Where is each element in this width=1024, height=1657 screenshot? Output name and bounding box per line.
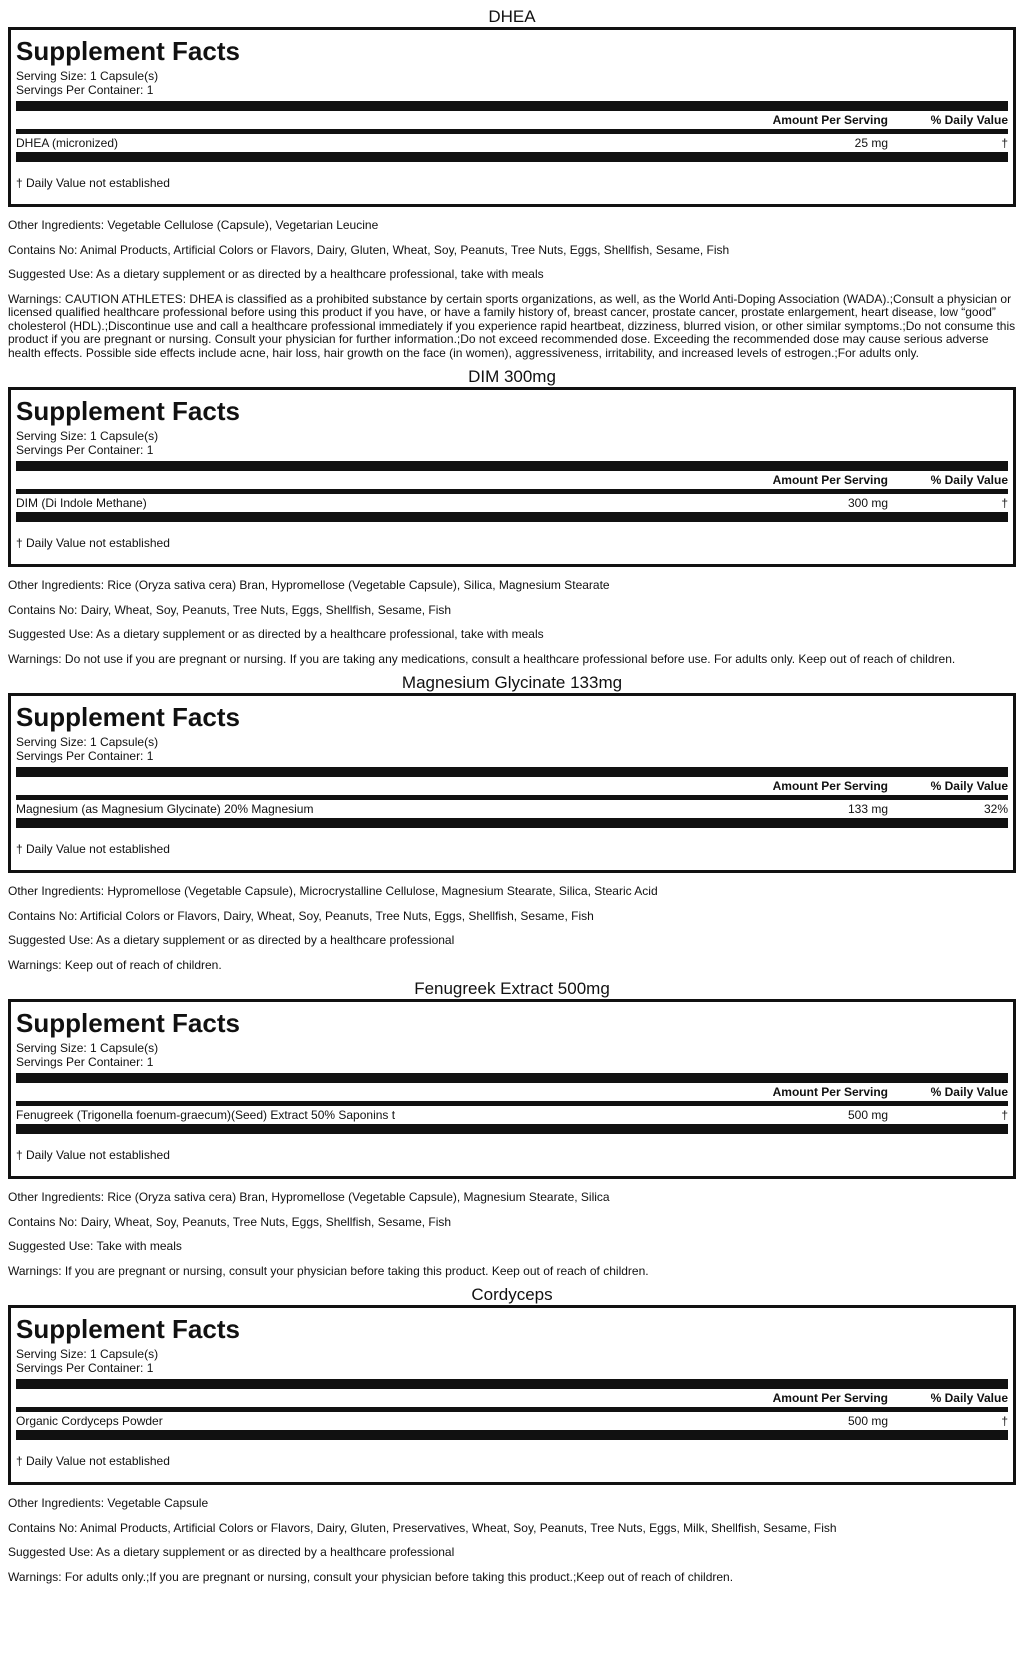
serving-size: Serving Size: 1 Capsule(s) — [16, 69, 159, 83]
suggested-use: Suggested Use: As a dietary supplement or as directed by a healthcare professional, take with meals — [8, 627, 544, 641]
column-header-row — [16, 1389, 1008, 1407]
ingredient-name: DHEA (micronized) — [16, 136, 119, 150]
product-info — [8, 873, 1016, 972]
serving-size: Serving Size: 1 Capsule(s) — [16, 735, 159, 749]
warnings: Warnings: If you are pregnant or nursing, consult your physician before taking this product. Keep out of reach of children. — [8, 1263, 649, 1278]
suggested-use: Suggested Use: As a dietary supplement or as directed by a healthcare professional, take with meals — [8, 267, 544, 281]
daily-value-header: % Daily Value — [930, 1085, 1008, 1099]
suggested-use: Suggested Use: Take with meals — [8, 1239, 182, 1253]
daily-value-header: % Daily Value — [930, 473, 1008, 487]
amount-per-serving-header: Amount Per Serving — [772, 113, 888, 127]
ingredient-row — [16, 800, 1008, 818]
facts-heading: Supplement Facts — [16, 36, 240, 66]
contains-no: Contains No: Dairy, Wheat, Soy, Peanuts, Tree Nuts, Eggs, Shellfish, Sesame, Fish — [8, 602, 452, 617]
supplement-facts-panel — [8, 693, 1016, 873]
product-section — [8, 0, 1016, 360]
ingredient-name: Fenugreek (Trigonella foenum-graecum)(Seed) Extract 50% Saponins t — [16, 1108, 396, 1122]
ingredient-daily-value: † — [1001, 1414, 1008, 1428]
divider-thick — [16, 767, 1008, 777]
ingredient-name: DIM (Di Indole Methane) — [16, 496, 147, 510]
supplement-facts-panel — [8, 387, 1016, 567]
supplement-facts-panel — [8, 27, 1016, 207]
ingredient-row — [16, 1106, 1008, 1124]
suggested-use: Suggested Use: As a dietary supplement or as directed by a healthcare professional — [8, 1545, 455, 1559]
other-ingredients: Other Ingredients: Rice (Oryza sativa cera) Bran, Hypromellose (Vegetable Capsule), Magnesium Stearate, Silica — [8, 1190, 610, 1204]
product-section — [8, 972, 1016, 1278]
suggested-use: Suggested Use: As a dietary supplement or as directed by a healthcare professional — [8, 933, 455, 947]
product-title: DIM 300mg — [468, 367, 556, 386]
footnote: † Daily Value not established — [16, 1454, 170, 1468]
ingredient-daily-value: † — [1001, 136, 1008, 150]
serving-size: Serving Size: 1 Capsule(s) — [16, 1347, 159, 1361]
warnings: Warnings: Do not use if you are pregnant or nursing. If you are taking any medications, consult a healthcare professional before use. For adults only. Keep out of reach of children. — [8, 651, 956, 666]
servings-per-container: Servings Per Container: 1 — [16, 1055, 154, 1069]
ingredient-row — [16, 494, 1008, 512]
column-header-row — [16, 1083, 1008, 1101]
ingredient-daily-value: † — [1001, 1108, 1008, 1122]
ingredient-amount: 500 mg — [847, 1414, 888, 1428]
warnings: Warnings: Keep out of reach of children. — [8, 957, 222, 972]
product-info — [8, 207, 1016, 360]
serving-size: Serving Size: 1 Capsule(s) — [16, 1041, 159, 1055]
other-ingredients: Other Ingredients: Rice (Oryza sativa cera) Bran, Hypromellose (Vegetable Capsule), Silica, Magnesium Stearate — [8, 578, 610, 592]
ingredient-amount: 133 mg — [847, 802, 888, 816]
divider-thick — [16, 512, 1008, 522]
product-info — [8, 567, 1016, 666]
servings-per-container: Servings Per Container: 1 — [16, 83, 154, 97]
column-header-row — [16, 777, 1008, 795]
product-section — [8, 1278, 1016, 1584]
contains-no: Contains No: Dairy, Wheat, Soy, Peanuts, Tree Nuts, Eggs, Shellfish, Sesame, Fish — [8, 1214, 452, 1229]
footnote: † Daily Value not established — [16, 536, 170, 550]
product-title: Magnesium Glycinate 133mg — [401, 673, 623, 692]
contains-no: Contains No: Artificial Colors or Flavors, Dairy, Wheat, Soy, Peanuts, Tree Nuts, Eggs, Shellfish, Sesame, Fish — [8, 908, 594, 923]
ingredient-name: Organic Cordyceps Powder — [16, 1414, 163, 1428]
supplement-facts-panel — [8, 1305, 1016, 1485]
footnote: † Daily Value not established — [16, 176, 170, 190]
daily-value-header: % Daily Value — [930, 1391, 1008, 1405]
contains-no: Contains No: Animal Products, Artificial Colors or Flavors, Dairy, Gluten, Wheat, Soy, Peanuts, Tree Nuts, Eggs, Shellfish, Sesame, Fish — [8, 242, 730, 257]
servings-per-container: Servings Per Container: 1 — [16, 1361, 154, 1375]
supplement-facts-panel — [8, 999, 1016, 1179]
daily-value-header: % Daily Value — [930, 779, 1008, 793]
other-ingredients: Other Ingredients: Hypromellose (Vegetable Capsule), Microcrystalline Cellulose, Magnesium Stearate, Silica, Stearic Acid — [8, 884, 658, 898]
product-title: DHEA — [488, 7, 536, 26]
footnote: † Daily Value not established — [16, 1148, 170, 1162]
product-section — [8, 666, 1016, 972]
divider-thick — [16, 101, 1008, 111]
footnote: † Daily Value not established — [16, 842, 170, 856]
divider-thick — [16, 1379, 1008, 1389]
ingredient-amount: 500 mg — [847, 1108, 888, 1122]
product-section — [8, 360, 1016, 666]
amount-per-serving-header: Amount Per Serving — [772, 1391, 888, 1405]
amount-per-serving-header: Amount Per Serving — [772, 1085, 888, 1099]
divider-thick — [16, 461, 1008, 471]
divider-thick — [16, 152, 1008, 162]
servings-per-container: Servings Per Container: 1 — [16, 749, 154, 763]
facts-heading: Supplement Facts — [16, 702, 240, 732]
column-header-row — [16, 111, 1008, 129]
product-info — [8, 1485, 1016, 1584]
divider-thick — [16, 1124, 1008, 1134]
contains-no: Contains No: Animal Products, Artificial Colors or Flavors, Dairy, Gluten, Preservatives, Wheat, Soy, Peanuts, Tree Nuts, Eggs, Milk, Shellfish, Sesame, Fish — [8, 1520, 837, 1535]
product-info — [8, 1179, 1016, 1278]
ingredient-row — [16, 1412, 1008, 1430]
ingredient-amount: 300 mg — [847, 496, 888, 510]
ingredient-amount: 25 mg — [854, 136, 888, 150]
facts-heading: Supplement Facts — [16, 396, 240, 426]
facts-heading: Supplement Facts — [16, 1314, 240, 1344]
divider-thick — [16, 1430, 1008, 1440]
serving-size: Serving Size: 1 Capsule(s) — [16, 429, 159, 443]
facts-heading: Supplement Facts — [16, 1008, 240, 1038]
other-ingredients: Other Ingredients: Vegetable Capsule — [8, 1496, 209, 1510]
divider-thick — [16, 1073, 1008, 1083]
ingredient-name: Magnesium (as Magnesium Glycinate) 20% Magnesium — [16, 802, 314, 816]
divider-thick — [16, 818, 1008, 828]
servings-per-container: Servings Per Container: 1 — [16, 443, 154, 457]
warnings: Warnings: CAUTION ATHLETES: DHEA is classified as a prohibited substance by certain sports organizations, as well, as the World Anti-Doping Association (WADA).;Consult a physician or licensed qualified healthcare professional before using this product if you have, or have a family history of, breast cancer, prostate cancer, prostate enlargement, heart disease, low “good” cholesterol (HDL).;Discontinue use and call a healthcare professional immediately if you experience rapid heartbeat, dizziness, blurred vision, or other similar symptoms.;Do not consume this product if you are pregnant or nursing. Consult your physician for further information.;Do not exceed recommended dose. Exceeding the recommended dose may cause serious adverse health effects. Possible side effects include acne, hair loss, hair growth on the face (in women), aggressiveness, irritability, and increased levels of estrogen.;For adults only. — [8, 291, 1016, 360]
ingredient-daily-value: 32% — [983, 802, 1008, 816]
warnings: Warnings: For adults only.;If you are pregnant or nursing, consult your physician before taking this product.;Keep out of reach of children. — [8, 1569, 734, 1584]
product-title: Fenugreek Extract 500mg — [414, 979, 610, 998]
other-ingredients: Other Ingredients: Vegetable Cellulose (Capsule), Vegetarian Leucine — [8, 218, 379, 232]
column-header-row — [16, 471, 1008, 489]
product-title: Cordyceps — [471, 1285, 553, 1304]
ingredient-daily-value: † — [1001, 496, 1008, 510]
amount-per-serving-header: Amount Per Serving — [772, 779, 888, 793]
ingredient-row — [16, 134, 1008, 152]
daily-value-header: % Daily Value — [930, 113, 1008, 127]
amount-per-serving-header: Amount Per Serving — [772, 473, 888, 487]
